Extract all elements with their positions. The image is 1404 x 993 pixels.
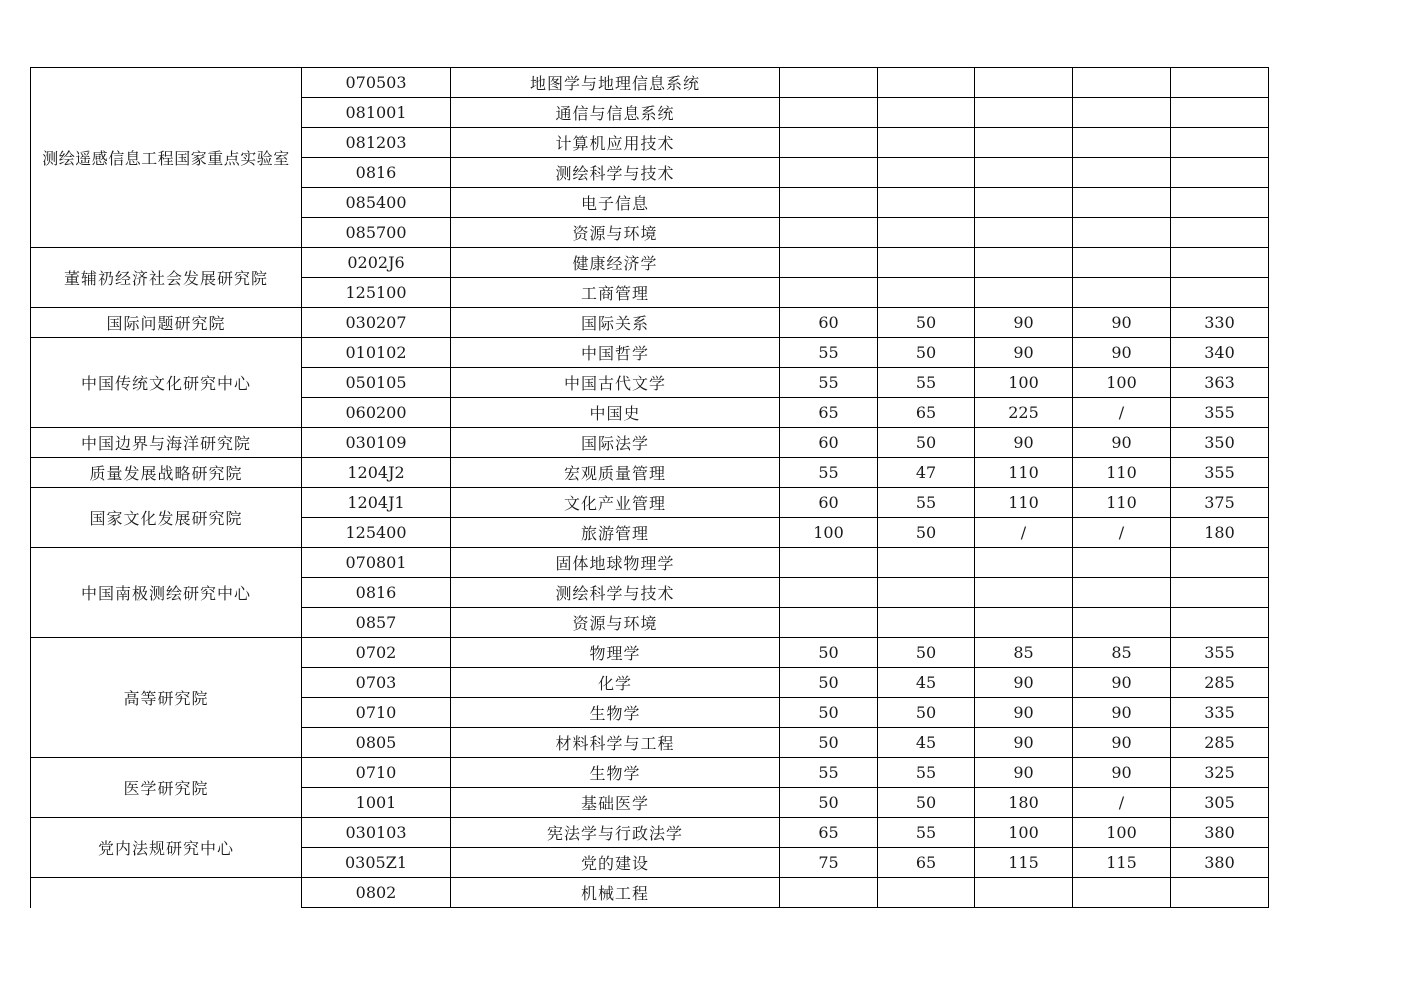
program-code-cell: 1001 bbox=[302, 788, 451, 818]
institute-name-cell: 国际问题研究院 bbox=[31, 308, 302, 338]
program-code-cell: 125400 bbox=[302, 518, 451, 548]
subject-one-score-cell: 115 bbox=[975, 848, 1073, 878]
subject-one-score-cell bbox=[975, 278, 1073, 308]
foreign-language-score-cell: 50 bbox=[878, 428, 975, 458]
foreign-language-score-cell bbox=[878, 578, 975, 608]
total-score-cell: 355 bbox=[1171, 398, 1269, 428]
politics-score-cell bbox=[780, 188, 878, 218]
major-name-cell: 中国古代文学 bbox=[451, 368, 780, 398]
program-code-cell: 085400 bbox=[302, 188, 451, 218]
subject-two-score-cell: / bbox=[1073, 788, 1171, 818]
major-name-cell: 地图学与地理信息系统 bbox=[451, 68, 780, 98]
subject-one-score-cell: 90 bbox=[975, 728, 1073, 758]
subject-one-score-cell: 90 bbox=[975, 758, 1073, 788]
politics-score-cell bbox=[780, 278, 878, 308]
subject-one-score-cell bbox=[975, 98, 1073, 128]
table-row bbox=[31, 548, 1269, 578]
foreign-language-score-cell bbox=[878, 98, 975, 128]
total-score-cell: 340 bbox=[1171, 338, 1269, 368]
foreign-language-score-cell bbox=[878, 608, 975, 638]
total-score-cell: 380 bbox=[1171, 848, 1269, 878]
foreign-language-score-cell: 55 bbox=[878, 488, 975, 518]
program-code-cell: 1204J2 bbox=[302, 458, 451, 488]
subject-two-score-cell bbox=[1073, 98, 1171, 128]
table-row bbox=[31, 68, 1269, 98]
politics-score-cell: 60 bbox=[780, 488, 878, 518]
program-code-cell: 0710 bbox=[302, 758, 451, 788]
politics-score-cell: 60 bbox=[780, 308, 878, 338]
program-code-cell: 030109 bbox=[302, 428, 451, 458]
total-score-cell bbox=[1171, 578, 1269, 608]
foreign-language-score-cell: 55 bbox=[878, 368, 975, 398]
subject-two-score-cell bbox=[1073, 548, 1171, 578]
table-row bbox=[31, 458, 1269, 488]
table-row bbox=[31, 878, 1269, 908]
major-name-cell: 健康经济学 bbox=[451, 248, 780, 278]
institute-name-cell: 中国边界与海洋研究院 bbox=[31, 428, 302, 458]
politics-score-cell bbox=[780, 248, 878, 278]
subject-two-score-cell: 90 bbox=[1073, 668, 1171, 698]
major-name-cell: 测绘科学与技术 bbox=[451, 578, 780, 608]
subject-two-score-cell bbox=[1073, 278, 1171, 308]
program-code-cell: 070801 bbox=[302, 548, 451, 578]
total-score-cell bbox=[1171, 188, 1269, 218]
total-score-cell: 375 bbox=[1171, 488, 1269, 518]
major-name-cell: 中国哲学 bbox=[451, 338, 780, 368]
politics-score-cell bbox=[780, 68, 878, 98]
subject-two-score-cell bbox=[1073, 188, 1171, 218]
score-table bbox=[30, 67, 1269, 908]
subject-one-score-cell: 90 bbox=[975, 308, 1073, 338]
total-score-cell bbox=[1171, 68, 1269, 98]
subject-one-score-cell: 100 bbox=[975, 818, 1073, 848]
subject-one-score-cell bbox=[975, 128, 1073, 158]
subject-one-score-cell: 90 bbox=[975, 338, 1073, 368]
foreign-language-score-cell: 50 bbox=[878, 698, 975, 728]
politics-score-cell: 100 bbox=[780, 518, 878, 548]
program-code-cell: 060200 bbox=[302, 398, 451, 428]
politics-score-cell: 65 bbox=[780, 818, 878, 848]
subject-one-score-cell: 90 bbox=[975, 698, 1073, 728]
total-score-cell bbox=[1171, 98, 1269, 128]
subject-two-score-cell: 100 bbox=[1073, 818, 1171, 848]
subject-two-score-cell: 90 bbox=[1073, 728, 1171, 758]
foreign-language-score-cell: 50 bbox=[878, 638, 975, 668]
total-score-cell: 330 bbox=[1171, 308, 1269, 338]
institute-name-cell: 质量发展战略研究院 bbox=[31, 458, 302, 488]
foreign-language-score-cell: 50 bbox=[878, 308, 975, 338]
program-code-cell: 081001 bbox=[302, 98, 451, 128]
subject-two-score-cell bbox=[1073, 68, 1171, 98]
politics-score-cell: 55 bbox=[780, 758, 878, 788]
foreign-language-score-cell: 50 bbox=[878, 788, 975, 818]
total-score-cell: 350 bbox=[1171, 428, 1269, 458]
institute-name-cell: 党内法规研究中心 bbox=[31, 818, 302, 878]
subject-one-score-cell: 90 bbox=[975, 428, 1073, 458]
subject-two-score-cell: 85 bbox=[1073, 638, 1171, 668]
subject-one-score-cell bbox=[975, 188, 1073, 218]
subject-one-score-cell bbox=[975, 158, 1073, 188]
subject-one-score-cell: 100 bbox=[975, 368, 1073, 398]
program-code-cell: 0202J6 bbox=[302, 248, 451, 278]
total-score-cell: 355 bbox=[1171, 458, 1269, 488]
institute-name-cell: 中国南极测绘研究中心 bbox=[31, 548, 302, 638]
politics-score-cell: 50 bbox=[780, 638, 878, 668]
foreign-language-score-cell bbox=[878, 548, 975, 578]
politics-score-cell: 55 bbox=[780, 368, 878, 398]
program-code-cell: 030103 bbox=[302, 818, 451, 848]
foreign-language-score-cell bbox=[878, 68, 975, 98]
major-name-cell: 物理学 bbox=[451, 638, 780, 668]
program-code-cell: 030207 bbox=[302, 308, 451, 338]
politics-score-cell bbox=[780, 98, 878, 128]
total-score-cell: 355 bbox=[1171, 638, 1269, 668]
table-row bbox=[31, 818, 1269, 848]
politics-score-cell: 60 bbox=[780, 428, 878, 458]
subject-one-score-cell: 90 bbox=[975, 668, 1073, 698]
program-code-cell: 085700 bbox=[302, 218, 451, 248]
major-name-cell: 计算机应用技术 bbox=[451, 128, 780, 158]
subject-one-score-cell: 180 bbox=[975, 788, 1073, 818]
total-score-cell: 180 bbox=[1171, 518, 1269, 548]
program-code-cell: 0805 bbox=[302, 728, 451, 758]
program-code-cell: 0702 bbox=[302, 638, 451, 668]
foreign-language-score-cell: 45 bbox=[878, 668, 975, 698]
subject-one-score-cell bbox=[975, 218, 1073, 248]
subject-one-score-cell: / bbox=[975, 518, 1073, 548]
total-score-cell: 363 bbox=[1171, 368, 1269, 398]
major-name-cell: 固体地球物理学 bbox=[451, 548, 780, 578]
foreign-language-score-cell bbox=[878, 218, 975, 248]
institute-name-cell: 国家文化发展研究院 bbox=[31, 488, 302, 548]
politics-score-cell: 50 bbox=[780, 788, 878, 818]
foreign-language-score-cell bbox=[878, 248, 975, 278]
foreign-language-score-cell bbox=[878, 878, 975, 908]
total-score-cell bbox=[1171, 218, 1269, 248]
total-score-cell: 325 bbox=[1171, 758, 1269, 788]
program-code-cell: 0710 bbox=[302, 698, 451, 728]
politics-score-cell bbox=[780, 158, 878, 188]
major-name-cell: 工商管理 bbox=[451, 278, 780, 308]
major-name-cell: 党的建设 bbox=[451, 848, 780, 878]
subject-two-score-cell: 90 bbox=[1073, 338, 1171, 368]
major-name-cell: 旅游管理 bbox=[451, 518, 780, 548]
total-score-cell: 285 bbox=[1171, 728, 1269, 758]
foreign-language-score-cell: 55 bbox=[878, 818, 975, 848]
subject-one-score-cell: 110 bbox=[975, 488, 1073, 518]
major-name-cell: 材料科学与工程 bbox=[451, 728, 780, 758]
politics-score-cell: 50 bbox=[780, 668, 878, 698]
major-name-cell: 机械工程 bbox=[451, 878, 780, 908]
major-name-cell: 中国史 bbox=[451, 398, 780, 428]
major-name-cell: 测绘科学与技术 bbox=[451, 158, 780, 188]
total-score-cell bbox=[1171, 608, 1269, 638]
program-code-cell: 081203 bbox=[302, 128, 451, 158]
foreign-language-score-cell: 47 bbox=[878, 458, 975, 488]
program-code-cell: 0816 bbox=[302, 158, 451, 188]
institute-name-cell: 高等研究院 bbox=[31, 638, 302, 758]
foreign-language-score-cell: 50 bbox=[878, 518, 975, 548]
subject-two-score-cell bbox=[1073, 248, 1171, 278]
major-name-cell: 资源与环境 bbox=[451, 608, 780, 638]
politics-score-cell: 65 bbox=[780, 398, 878, 428]
foreign-language-score-cell bbox=[878, 128, 975, 158]
total-score-cell bbox=[1171, 158, 1269, 188]
program-code-cell: 125100 bbox=[302, 278, 451, 308]
foreign-language-score-cell: 45 bbox=[878, 728, 975, 758]
subject-one-score-cell: 110 bbox=[975, 458, 1073, 488]
politics-score-cell: 55 bbox=[780, 338, 878, 368]
total-score-cell: 335 bbox=[1171, 698, 1269, 728]
program-code-cell: 0816 bbox=[302, 578, 451, 608]
table-row bbox=[31, 488, 1269, 518]
program-code-cell: 0802 bbox=[302, 878, 451, 908]
politics-score-cell: 75 bbox=[780, 848, 878, 878]
subject-one-score-cell: 225 bbox=[975, 398, 1073, 428]
score-table-body bbox=[31, 68, 1269, 908]
foreign-language-score-cell bbox=[878, 278, 975, 308]
politics-score-cell bbox=[780, 878, 878, 908]
subject-one-score-cell bbox=[975, 878, 1073, 908]
subject-two-score-cell: 100 bbox=[1073, 368, 1171, 398]
foreign-language-score-cell bbox=[878, 158, 975, 188]
total-score-cell: 380 bbox=[1171, 818, 1269, 848]
major-name-cell: 基础医学 bbox=[451, 788, 780, 818]
politics-score-cell: 50 bbox=[780, 728, 878, 758]
table-row bbox=[31, 758, 1269, 788]
foreign-language-score-cell: 65 bbox=[878, 848, 975, 878]
program-code-cell: 1204J1 bbox=[302, 488, 451, 518]
program-code-cell: 0857 bbox=[302, 608, 451, 638]
institute-name-cell bbox=[31, 878, 302, 908]
total-score-cell bbox=[1171, 128, 1269, 158]
subject-two-score-cell: 115 bbox=[1073, 848, 1171, 878]
subject-two-score-cell: 90 bbox=[1073, 698, 1171, 728]
subject-one-score-cell: 85 bbox=[975, 638, 1073, 668]
subject-two-score-cell: 90 bbox=[1073, 428, 1171, 458]
subject-two-score-cell: / bbox=[1073, 398, 1171, 428]
institute-name-cell: 医学研究院 bbox=[31, 758, 302, 818]
politics-score-cell bbox=[780, 578, 878, 608]
subject-one-score-cell bbox=[975, 578, 1073, 608]
foreign-language-score-cell: 65 bbox=[878, 398, 975, 428]
major-name-cell: 国际关系 bbox=[451, 308, 780, 338]
major-name-cell: 资源与环境 bbox=[451, 218, 780, 248]
politics-score-cell bbox=[780, 548, 878, 578]
subject-one-score-cell bbox=[975, 248, 1073, 278]
major-name-cell: 通信与信息系统 bbox=[451, 98, 780, 128]
major-name-cell: 宪法学与行政法学 bbox=[451, 818, 780, 848]
subject-two-score-cell bbox=[1073, 578, 1171, 608]
politics-score-cell bbox=[780, 608, 878, 638]
politics-score-cell: 50 bbox=[780, 698, 878, 728]
total-score-cell bbox=[1171, 248, 1269, 278]
institute-name-cell: 测绘遥感信息工程国家重点实验室 bbox=[31, 68, 302, 248]
total-score-cell: 305 bbox=[1171, 788, 1269, 818]
total-score-cell: 285 bbox=[1171, 668, 1269, 698]
subject-two-score-cell: 90 bbox=[1073, 758, 1171, 788]
table-row bbox=[31, 428, 1269, 458]
foreign-language-score-cell: 50 bbox=[878, 338, 975, 368]
subject-one-score-cell bbox=[975, 68, 1073, 98]
table-row bbox=[31, 248, 1269, 278]
subject-two-score-cell bbox=[1073, 608, 1171, 638]
table-row bbox=[31, 308, 1269, 338]
subject-one-score-cell bbox=[975, 608, 1073, 638]
major-name-cell: 化学 bbox=[451, 668, 780, 698]
subject-one-score-cell bbox=[975, 548, 1073, 578]
subject-two-score-cell: 90 bbox=[1073, 308, 1171, 338]
major-name-cell: 国际法学 bbox=[451, 428, 780, 458]
program-code-cell: 070503 bbox=[302, 68, 451, 98]
program-code-cell: 0305Z1 bbox=[302, 848, 451, 878]
program-code-cell: 0703 bbox=[302, 668, 451, 698]
subject-two-score-cell bbox=[1073, 878, 1171, 908]
subject-two-score-cell bbox=[1073, 218, 1171, 248]
major-name-cell: 生物学 bbox=[451, 698, 780, 728]
program-code-cell: 050105 bbox=[302, 368, 451, 398]
table-row bbox=[31, 638, 1269, 668]
foreign-language-score-cell: 55 bbox=[878, 758, 975, 788]
institute-name-cell: 董辅礽经济社会发展研究院 bbox=[31, 248, 302, 308]
total-score-cell bbox=[1171, 278, 1269, 308]
major-name-cell: 宏观质量管理 bbox=[451, 458, 780, 488]
total-score-cell bbox=[1171, 878, 1269, 908]
major-name-cell: 电子信息 bbox=[451, 188, 780, 218]
politics-score-cell bbox=[780, 128, 878, 158]
subject-two-score-cell bbox=[1073, 128, 1171, 158]
institute-name-cell: 中国传统文化研究中心 bbox=[31, 338, 302, 428]
program-code-cell: 010102 bbox=[302, 338, 451, 368]
subject-two-score-cell: 110 bbox=[1073, 488, 1171, 518]
politics-score-cell: 55 bbox=[780, 458, 878, 488]
subject-two-score-cell bbox=[1073, 158, 1171, 188]
table-row bbox=[31, 338, 1269, 368]
foreign-language-score-cell bbox=[878, 188, 975, 218]
subject-two-score-cell: / bbox=[1073, 518, 1171, 548]
major-name-cell: 文化产业管理 bbox=[451, 488, 780, 518]
subject-two-score-cell: 110 bbox=[1073, 458, 1171, 488]
total-score-cell bbox=[1171, 548, 1269, 578]
politics-score-cell bbox=[780, 218, 878, 248]
major-name-cell: 生物学 bbox=[451, 758, 780, 788]
